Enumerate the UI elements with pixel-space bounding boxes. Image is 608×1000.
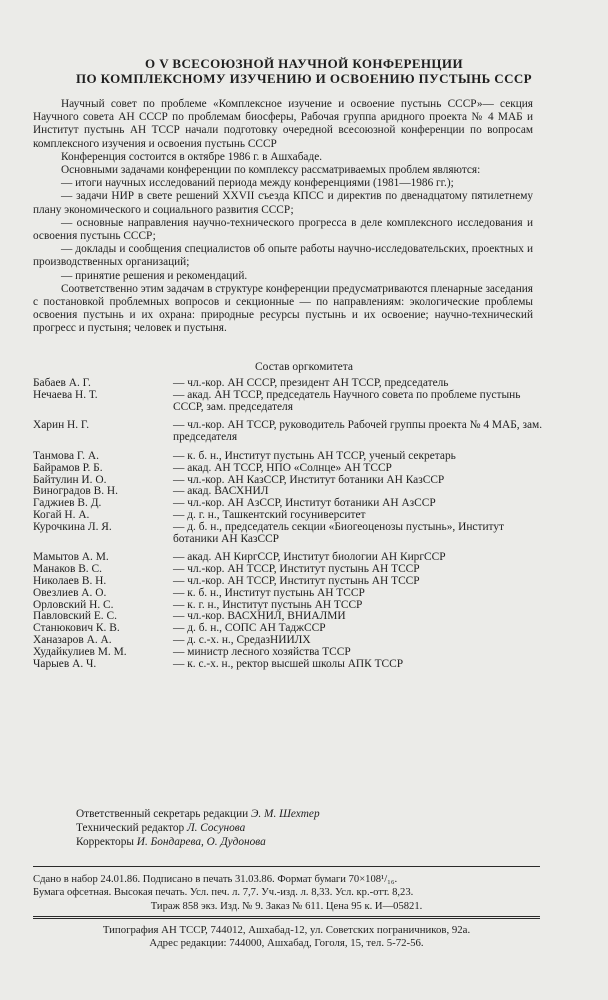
task-item: — итоги научных исследований периода между конференциями (1981—1986 гг.); [61,177,454,190]
committee-row [33,647,543,659]
intro-paragraph: Научный совет по проблеме «Комплексное изучение и освоение пустынь СССР»— секция Научного совета АН СССР по проблемам биосферы, Рабочая группа аридного проекта № 4 МАБ и Институт пустынь АН ТССР начали подготовку очередной всесоюзной конференции по вопросам комплексного изучения и освоения пустынь СССР [33,98,533,150]
member-name: Худайкулиев М. М. [33,645,127,658]
committee-row [33,420,543,444]
member-name: Павловский Е. С. [33,610,117,623]
printing-line-1: Типография АН ТССР, 744012, Ашхабад-12, ул. Советских пограничников, 92а. [102,924,471,936]
title-line-2: ПО КОМПЛЕКСНОМУ ИЗУЧЕНИЮ И ОСВОЕНИЮ ПУСТЫНЬ СССР [75,71,533,86]
secretary-label: Ответственный секретарь редакции [76,808,249,820]
member-desc: — чл.-кор. АН ТССР, Институт пустынь АН ТССР [173,574,420,587]
member-name: Бабаев А. Г. [33,377,91,389]
printing-block [33,924,540,951]
committee-row [33,522,543,546]
committee-row [33,463,543,475]
correctors-line [76,835,496,849]
member-desc: — к. с.-х. н., ректор высшей школы АПК ТССР [173,657,404,670]
member-name: Харин Н. Г. [33,419,90,432]
member-name: Байрамов Р. Б. [33,461,103,474]
member-name: Когай Н. А. [33,508,90,521]
member-name: Гаджиев В. Д. [33,497,102,510]
member-name: Манаков В. С. [33,563,102,576]
member-desc: — чл.-кор. АН СССР, президент АН ТССР, председатель [173,377,449,389]
member-desc: — д. б. н., СОПС АН ТаджССР [173,622,326,635]
member-desc: — д. с.-х. н., СредазНИИЛХ [173,633,311,646]
committee-row [33,588,543,600]
member-desc: — министр лесного хозяйства ТССР [173,645,351,658]
member-name: Курочкина Л. Я. [33,520,112,533]
intro-paragraph: Конференция состоится в октябре 1986 г. в Ашхабаде. [61,150,323,163]
committee-row [33,576,543,588]
member-desc: — д. г. н., Ташкентский госуниверситет [173,508,366,521]
task-item: — основные направления научно-технического прогресса в деле комплексного исследования и освоения пустынь СССР; [33,216,533,243]
committee-heading: Состав оргкомитета [255,361,353,373]
member-name: Байтулин И. О. [33,473,107,486]
member-desc: — акад. АН КиргССР, Институт биологии АН КиргССР [173,551,446,564]
editorial-staff [76,807,496,850]
imprint-line-1: Сдано в набор 24.01.86. Подписано в печать 31.03.86. Формат бумаги 70×108¹/₁₆. [33,874,398,885]
member-name: Танмова Г. А. [33,449,99,462]
committee-list [33,378,543,670]
member-name: Виноградов В. Н. [33,485,118,498]
member-desc: — акад. АН ТССР, НПО «Солнце» АН ТССР [173,461,392,474]
member-desc: — акад. АН ТССР, председатель Научного совета по проблеме пустынь СССР, зам. председателя [173,388,521,413]
task-item: — задачи НИР в свете решений XXVII съезда КПСС и директив по двенадцатому пятилетнему плану экономического и социального развития СССР; [33,190,533,216]
committee-row [33,659,543,671]
committee-row [33,390,543,414]
member-desc: — акад. ВАСХНИЛ [173,485,269,498]
committee-row [33,635,543,647]
printing-line-2: Адрес редакции: 744000, Ашхабад, Гоголя, 15, тел. 5-72-56. [149,937,424,950]
imprint-block [33,873,540,913]
member-desc: — к. б. н., Институт пустынь АН ТССР, ученый секретарь [173,449,456,462]
member-desc: — чл.-кор. ВАСХНИЛ, ВНИАЛМИ [173,610,346,623]
member-desc: — к. г. н., Институт пустынь АН ТССР [173,598,363,611]
secretary-line [76,807,496,821]
task-item: — доклады и сообщения специалистов об опыте работы научно-исследовательских, проектных и производственных организаций; [33,243,533,269]
imprint-line-3: Тираж 858 экз. Изд. № 9. Заказ № 611. Цена 95 к. И—05821. [150,900,423,912]
member-desc: — чл.-кор. АН ТССР, руководитель Рабочей группы проекта № 4 МАБ, зам. председателя [173,419,543,444]
intro-section [33,98,533,336]
divider-double-b [33,918,540,919]
task-item: — принятие решения и рекомендаций. [61,269,248,282]
member-name: Николаев В. Н. [33,574,107,587]
tech-editor-label: Технический редактор [76,822,185,835]
committee-row [33,451,543,463]
member-desc: — к. б. н., Институт пустынь АН ТССР [173,586,365,599]
member-desc: — чл.-кор. АН КазССР, Институт ботаники АН КазССР [173,473,445,486]
member-name: Станюкович К. В. [33,622,120,635]
imprint-line-2: Бумага офсетная. Высокая печать. Усл. печ. л. 7,7. Уч.-изд. л. 8,33. Усл. кр.-отт. 8,23. [33,887,414,899]
divider-double-a [33,916,540,917]
correctors-label: Корректоры [76,836,134,849]
member-name: Мамытов А. М. [33,551,109,564]
member-name: Овезлиев А. О. [33,586,107,599]
member-name: Ханазаров А. А. [33,633,112,646]
secretary-name: Э. М. Шехтер [251,808,320,820]
member-name: Нечаева Н. Т. [33,388,98,401]
member-name: Орловский Н. С. [33,598,114,611]
correctors-names: И. Бондарева, О. Дудонова [136,836,266,849]
member-desc: — чл.-кор. АН ТССР, Институт пустынь АН ТССР [173,563,420,576]
member-desc: — чл.-кор. АН АзССР, Институт ботаники АН АзССР [173,497,436,510]
intro-paragraph: Соответственно этим задачам в структуре конференции предусматриваются пленарные заседания с постановкой проблемных вопросов и секционные — по направлениям: экологические проблемы освоения пустынь и их охрана: природные ресурсы пустынь и их освоение; научно-технический прогресс и пустыня; человек и пустыня. [33,282,533,335]
committee-row [33,510,543,522]
member-name: Чарыев А. Ч. [33,657,97,670]
member-desc: — д. б. н., председатель секции «Биогеоценозы пустынь», Институт ботаники АН КазССР [173,520,505,545]
title-line-1: О V ВСЕСОЮЗНОЙ НАУЧНОЙ КОНФЕРЕНЦИИ [145,56,463,71]
tech-editor-name: Л. Сосунова [187,822,246,835]
tech-editor-line [76,821,496,835]
intro-paragraph: Основными задачами конференции по комплексу рассматриваемых проблем являются: [61,164,481,177]
divider-top [33,866,540,867]
